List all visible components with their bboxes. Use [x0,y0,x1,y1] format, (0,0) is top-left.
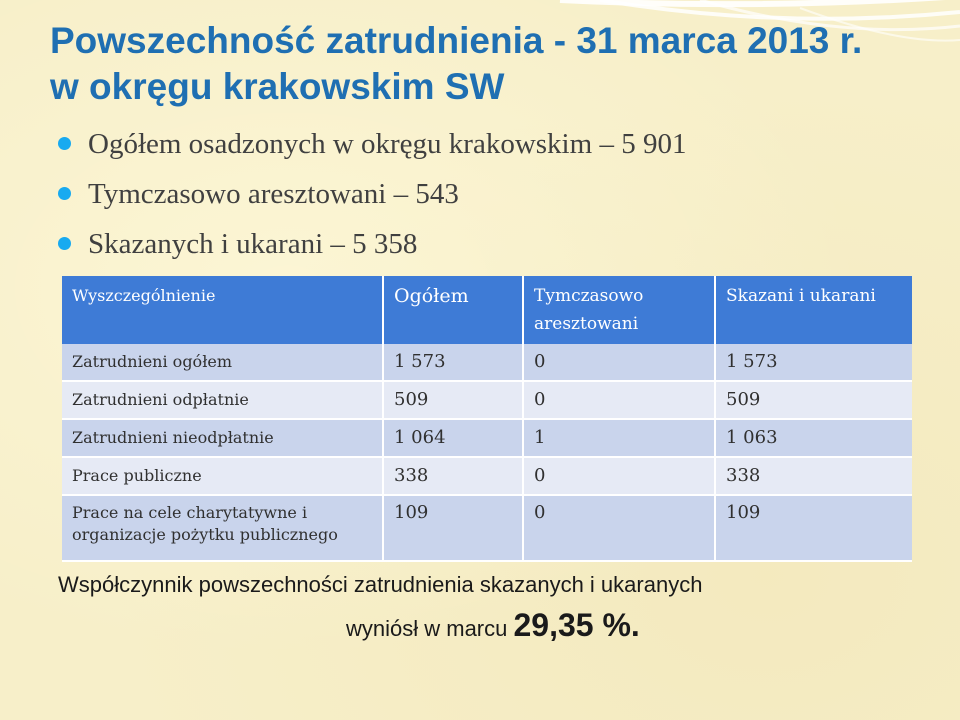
table-row [62,419,912,457]
title-line-2: w okręgu krakowskim SW [50,66,505,107]
row-detained: 1 [523,419,715,457]
summary-value: 543 [415,178,459,210]
page-title [50,18,862,110]
table-row [62,495,912,561]
coefficient-value: 29,35 %. [513,607,640,643]
table-header-row [62,276,912,344]
row-total: 338 [383,457,523,495]
summary-value: 5 901 [621,128,687,160]
row-label: Zatrudnieni nieodpłatnie [62,419,383,457]
row-total: 109 [383,495,523,561]
header-total: Ogółem [383,276,523,344]
table-row [62,381,912,419]
row-detained: 0 [523,457,715,495]
header-detained: Tymczasowo aresztowani [523,276,715,344]
summary-item-detained: Tymczasowo aresztowani – 543 [58,176,686,226]
title-line-1: Powszechność zatrudnienia - 31 marca 2013 r. [50,20,863,61]
row-sentenced: 1 573 [715,344,912,381]
row-total: 509 [383,381,523,419]
row-sentenced: 1 063 [715,419,912,457]
employment-table [62,276,912,562]
bullet-dot-icon [58,187,71,200]
header-label: Wyszczególnienie [62,276,383,344]
coefficient-result [346,607,640,644]
summary-item-sentenced: Skazanych i ukarani – 5 358 [58,226,686,276]
bullet-dot-icon [58,237,71,250]
row-label: Prace na cele charytatywne i organizacje pożytku publicznego [62,495,383,561]
row-detained: 0 [523,344,715,381]
row-label: Zatrudnieni ogółem [62,344,383,381]
row-sentenced: 509 [715,381,912,419]
row-detained: 0 [523,381,715,419]
coefficient-caption: Współczynnik powszechności zatrudnienia skazanych i ukaranych [58,572,703,597]
row-sentenced: 338 [715,457,912,495]
row-detained: 0 [523,495,715,561]
summary-value: 5 358 [352,228,418,260]
header-sentenced: Skazani i ukarani [715,276,912,344]
summary-label: Ogółem osadzonych w okręgu krakowskim [88,128,593,160]
bullet-dot-icon [58,137,71,150]
coefficient-prefix: wyniósł w marcu [346,616,508,641]
summary-list [58,126,686,276]
row-sentenced: 109 [715,495,912,561]
row-label: Prace publiczne [62,457,383,495]
summary-item-total: Ogółem osadzonych w okręgu krakowskim – 5 901 [58,126,686,176]
table-row [62,344,912,381]
summary-label: Tymczasowo aresztowani [88,178,387,210]
summary-label: Skazanych i ukarani [88,228,324,260]
row-total: 1 064 [383,419,523,457]
row-total: 1 573 [383,344,523,381]
row-label: Zatrudnieni odpłatnie [62,381,383,419]
table-row [62,457,912,495]
